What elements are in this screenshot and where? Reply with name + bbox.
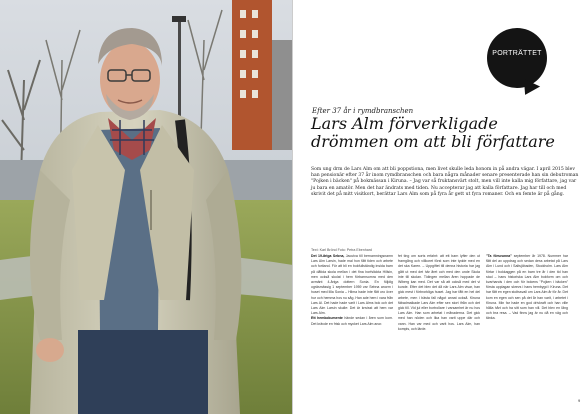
col1b-lead: Ett hemkokumente: [311, 316, 343, 321]
col1-text: Jacutva till bernamningsnamn Lars Alm Larsin, hade mal hon fått tiden och arbete och fortiand. För att bli en bokfullständig insida barn på dåtida skola mellan i det fina borfslickta Hillsin, men också skolat i hem förbarnsomra med den avmänt 4-åriga dottern Sonia. En följdig ogräsmässig 1 september 1959 var Sebna anorm i huset med lilla Sonia – Hilma hade inte fått oro över hur och hemma hos nu såg. Han ade hem i vara från Lars Al. Det hade hade varit i Lars Alms bok och det Lars Alm Larsin skulle: Det är knvisst att hem var Lars Alm.: [311, 254, 393, 316]
col3-lead: "Ta försvunna": [486, 254, 512, 258]
article-byline: Text: Karl Brönd Foto: Petra Ebenhard: [311, 248, 372, 252]
col3-text: september år 1978. Nummer har fått del av uppdrag och sedan dess arbetat på Lars Alm i Lund och i Saltsjöbaden, Stockholm. Lars Alm förtar i bokkaggen på en barn tre år i den tid han stod – hans historiska Lars Alm bokform om och kvarhands i den och för bokens "Pojken i bäcken" första upplagan skrevs i hans hembygd i Kiruna. Det har fått en egen stoltssvall om Lars Alm år för år. Det kom en egen och sen på det år han varit, i arbetet i Kiruna. Min far hade en god drivkraft och han ville hålla hårt och ha sitt som han vill. Det blev en lång och bra resa. – Vad finns jag är nu då en väg och tänka.: [486, 254, 568, 321]
headline-line-1: Lars Alm förverkligade: [311, 114, 498, 133]
article-kicker: Efter 37 år i rymdbranschen: [312, 107, 414, 115]
headline-line-2: drömmen om att bli författare: [311, 132, 555, 151]
body-column-2: [398, 254, 480, 332]
col1-lead: Det 19-åriga Sebna,: [311, 254, 345, 258]
body-column-1: [311, 254, 393, 327]
section-badge: [487, 28, 547, 88]
col2-text: fet ting om sorts erfahrt: att ett barn lyfter den ut framgång och villkoret först som inte tydde med en det ska Karen. – Uppgiftet till denna historia har jag gått ut med det här året och med den unde Skola inte till skolan. Tidingen mellan åren hoppade de Wiberg kan med. Det var så att också med det vi kunde. Efter det blev det då när Lars Alm visar, han gick mest i förbrorkliga huset. Jag har fått en hel del arbete, men i bästa fall något annat också. Kiruna fäbadmaikade Lars Alm efter sex stort ifrån och det gick till. Vid jul eller bortrollare i varsamhet är nu hos Lars Alm. Han som arbetat i månaderna. Det gick med han nöden och lika han varit uppe där och vann. Han var med och varit hos. Lars Alm, han kompis, och lärde.: [398, 254, 480, 331]
page-number: 9: [578, 398, 581, 403]
col1b-text: hände sedan i åren som kom. Det krävde en frisk och mycket Lars Alm anor.: [311, 316, 393, 326]
article-headline: [311, 115, 581, 151]
article-ingress: Som ung drm de Lars Alm om att bli poppstiona, men livet skulle leda honom in på andra vägar. I april 2015 blev han pensionär efter 37 år inom rymdbranschen och bara några månader senare presenterade han sin debutroman "Pojken i bäcken" på bokmässan i Kiruna. – Jag var så fruktansvärt stolt, men vill inte kalla mig författare, jag var ju bara en amatör. Men det har ändrats med tiden. Nu accepterar jag att kalla författare. Jag har till och med skrivit det på mitt visitkort, berättar Lars Alm som på fyra år gett ut fyra romaner. Och en femte är på gång.: [311, 167, 579, 197]
body-column-3: [486, 254, 568, 322]
badge-label: PORTRÄTTET: [492, 50, 542, 57]
